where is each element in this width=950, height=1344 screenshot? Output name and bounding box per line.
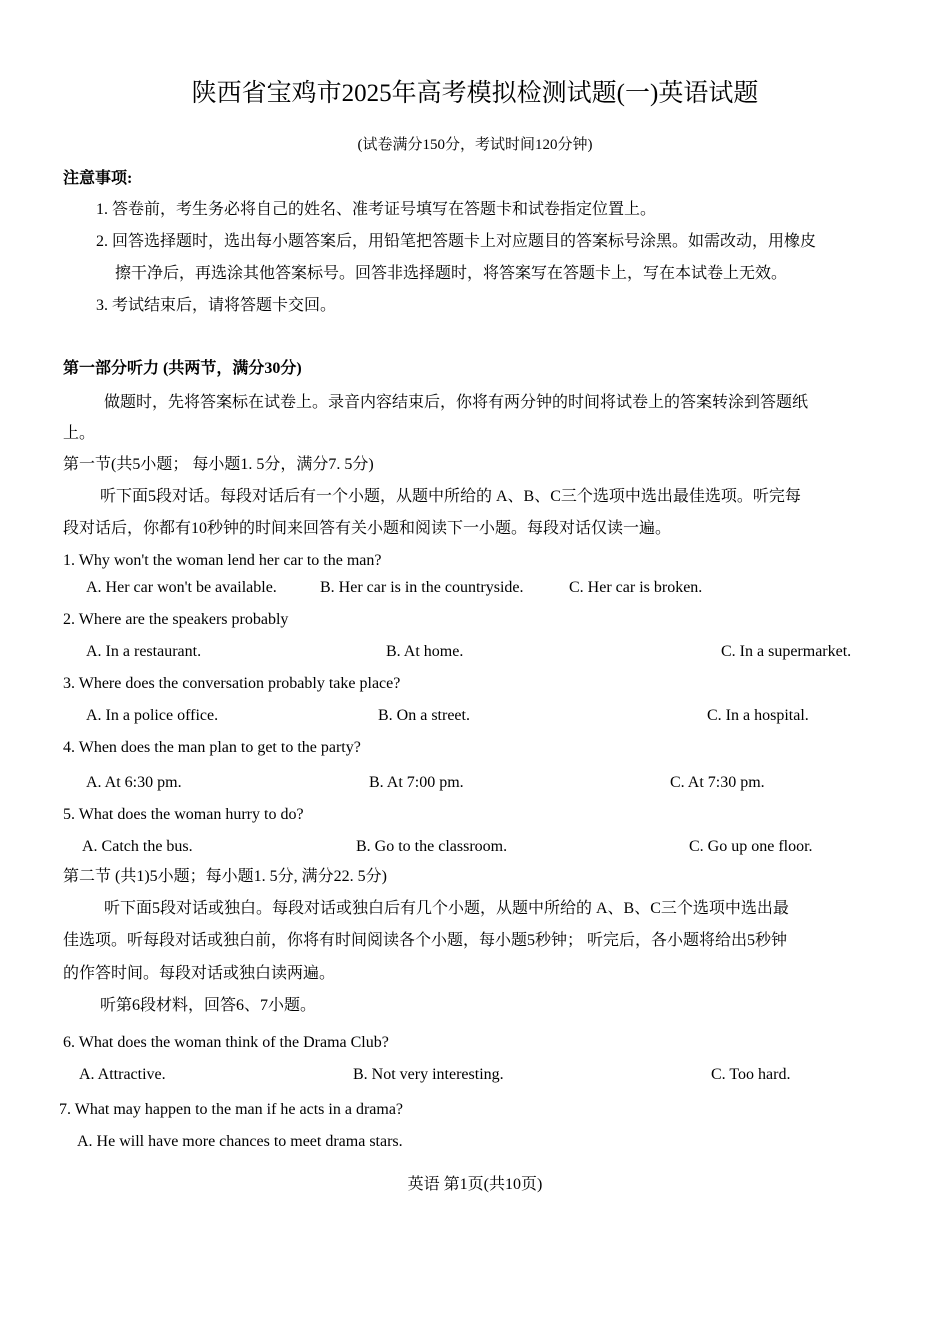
notice-item: 擦干净后，再选涂其他答案标号。回答非选择题时，将答案写在答题卡上，写在本试卷上无效。 xyxy=(115,265,788,282)
notice-heading: 注意事项: xyxy=(63,170,133,187)
section-instructions: 听下面5段对话。每段对话后有一个小题，从题中所给的 A、B、C三个选项中选出最佳选项。听完每 xyxy=(100,488,801,505)
part-intro: 上。 xyxy=(63,425,96,442)
answer-option-c: C. In a supermarket. xyxy=(721,643,852,660)
page-title: 陕西省宝鸡市2025年高考模拟检测试题(一)英语试题 xyxy=(191,80,759,107)
section-heading: 第一节(共5小题； 每小题1. 5分，满分7. 5分) xyxy=(63,456,374,473)
section-instructions: 佳选项。听每段对话或独白前，你将有时间阅读各个小题，每小题5秒钟； 听完后，各小题将给出5秒钟 xyxy=(63,932,788,949)
part-intro: 做题时，先将答案标在试卷上。录音内容结束后，你将有两分钟的时间将试卷上的答案转涂到答题纸 xyxy=(104,394,809,411)
notice-item: 2. 回答选择题时，选出每小题答案后，用铅笔把答题卡上对应题目的答案标号涂黑。如需改动，用橡皮 xyxy=(96,233,817,250)
answer-option-c: C. At 7:30 pm. xyxy=(670,774,765,791)
page-number: 英语 第1页(共10页) xyxy=(407,1176,543,1193)
section-instructions: 的作答时间。每段对话或独白读两遍。 xyxy=(63,965,336,982)
part-heading: 第一部分听力 (共两节，满分30分) xyxy=(63,360,302,377)
answer-option-b: B. Not very interesting. xyxy=(353,1066,504,1083)
answer-option-c: C. Her car is broken. xyxy=(569,579,703,596)
notice-item: 1. 答卷前，考生务必将自己的姓名、准考证号填写在答题卡和试卷指定位置上。 xyxy=(96,201,657,218)
question-stem: 6. What does the woman think of the Drama Club? xyxy=(63,1034,389,1051)
answer-option-a: A. At 6:30 pm. xyxy=(86,774,182,791)
answer-option-c: C. Too hard. xyxy=(711,1066,791,1083)
answer-option-a: A. In a restaurant. xyxy=(86,643,202,660)
answer-option-a: A. Attractive. xyxy=(79,1066,166,1083)
exam-info: (试卷满分150分，考试时间120分钟) xyxy=(357,137,593,153)
answer-option-a: A. Her car won't be available. xyxy=(86,579,277,596)
question-stem: 5. What does the woman hurry to do? xyxy=(63,806,304,823)
question-stem: 7. What may happen to the man if he acts in a drama? xyxy=(59,1101,404,1118)
section-heading: 第二节 (共1)5小题；每小题1. 5分, 满分22. 5分) xyxy=(63,868,387,885)
question-stem: 4. When does the man plan to get to the party? xyxy=(63,739,361,756)
question-stem: 3. Where does the conversation probably take place? xyxy=(63,675,401,692)
answer-option-b: B. Go to the classroom. xyxy=(356,838,508,855)
answer-option-b: B. At home. xyxy=(386,643,464,660)
answer-option-a: A. In a police office. xyxy=(86,707,219,724)
material-label: 听第6段材料，回答6、7小题。 xyxy=(100,997,317,1014)
answer-option-a: A. Catch the bus. xyxy=(82,838,193,855)
notice-item: 3. 考试结束后，请将答题卡交回。 xyxy=(96,297,337,314)
answer-option-c: C. Go up one floor. xyxy=(689,838,813,855)
section-instructions: 段对话后，你都有10秒钟的时间来回答有关小题和阅读下一小题。每段对话仅读一遍。 xyxy=(63,520,672,537)
answer-option-b: B. On a street. xyxy=(378,707,470,724)
answer-option-c: C. In a hospital. xyxy=(707,707,809,724)
answer-option-b: B. Her car is in the countryside. xyxy=(320,579,524,596)
question-stem: 1. Why won't the woman lend her car to the man? xyxy=(63,552,382,569)
answer-option-a: A. He will have more chances to meet drama stars. xyxy=(77,1133,403,1150)
answer-option-b: B. At 7:00 pm. xyxy=(369,774,464,791)
question-stem: 2. Where are the speakers probably xyxy=(63,611,289,628)
section-instructions: 听下面5段对话或独白。每段对话或独白后有几个小题，从题中所给的 A、B、C三个选项中选出最 xyxy=(104,900,789,917)
